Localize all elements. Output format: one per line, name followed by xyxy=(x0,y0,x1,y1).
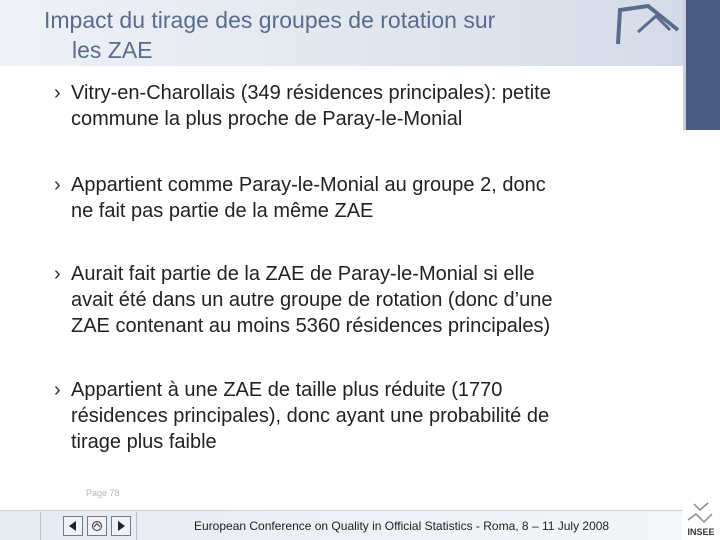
bullet-line: résidences principales), donc ayant une probabilité de xyxy=(71,405,550,427)
triangle-left-icon xyxy=(68,521,78,531)
insee-logo xyxy=(682,500,720,540)
title-line-1: Impact du tirage des groupes de rotation sur xyxy=(44,7,496,33)
bullet-line: avait été dans un autre groupe de rotation (donc d’une xyxy=(71,289,553,311)
bullet-line: Vitry-en-Charollais (349 résidences principales): petite xyxy=(71,82,551,104)
bullet-line: Appartient comme Paray-le-Monial au groupe 2, donc xyxy=(71,174,546,196)
bullet-item xyxy=(54,261,552,339)
title-line-2: les ZAE xyxy=(72,37,153,63)
bullet-item xyxy=(54,80,551,132)
insee-logo-text: INSEE xyxy=(687,527,715,537)
home-slide-button[interactable] xyxy=(87,516,107,536)
bullet-line: commune la plus proche de Paray-le-Monial xyxy=(71,108,463,130)
bullet-line: ne fait pas partie de la même ZAE xyxy=(71,200,374,222)
bullet-marker: › xyxy=(54,263,61,285)
conference-footer-text: European Conference on Quality in Official Statistics - Roma, 8 – 11 July 2008 xyxy=(194,519,610,533)
nav-divider xyxy=(136,512,137,540)
bullet-marker: › xyxy=(54,174,61,196)
previous-slide-button[interactable] xyxy=(63,516,83,536)
accent-bar xyxy=(686,0,720,130)
bullet-line: Appartient à une ZAE de taille plus réduite (1770 xyxy=(71,379,503,401)
next-slide-button[interactable] xyxy=(111,516,131,536)
triangle-right-icon xyxy=(116,521,126,531)
bullet-marker: › xyxy=(54,379,61,401)
bullet-item xyxy=(54,172,546,224)
conference-logo-icon xyxy=(608,0,688,50)
nav-divider xyxy=(40,512,41,540)
slide-title xyxy=(44,5,644,65)
bullet-line: ZAE contenant au moins 5360 résidences principales) xyxy=(71,315,551,337)
bullet-line: tirage plus faible xyxy=(71,431,217,453)
bullet-line: Aurait fait partie de la ZAE de Paray-le-Monial si elle xyxy=(71,263,535,285)
home-icon xyxy=(91,520,103,532)
bullet-marker: › xyxy=(54,82,61,104)
bullet-item xyxy=(54,377,549,455)
page-number: Page 78 xyxy=(86,488,120,498)
